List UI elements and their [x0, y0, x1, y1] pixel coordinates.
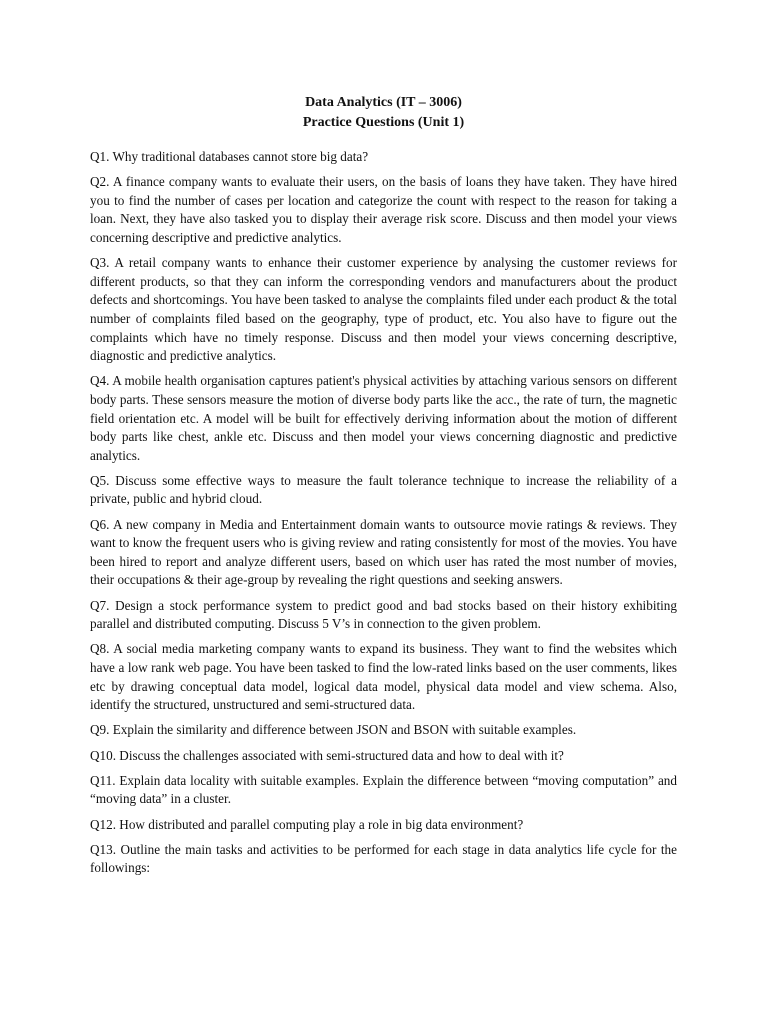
question-list: [90, 148, 677, 878]
question-4: Q4. A mobile health organisation captures patient's physical activities by attaching various sensors on different body parts. These sensors measure the motion of diverse body parts like the acc., the rate of turn, the magnetic field orientation etc. A model will be built for effectively deriving information about the motion of different body parts like chest, ankle etc. Discuss and then model your views concerning diagnostic and predictive analytics.: [90, 373, 677, 463]
question-13: Q13. Outline the main tasks and activities to be performed for each stage in data analytics life cycle for the followings:: [90, 841, 677, 876]
document-title: Data Analytics (IT – 3006): [305, 95, 462, 110]
question-12: Q12. How distributed and parallel computing play a role in big data environment?: [90, 816, 524, 832]
question-2: Q2. A finance company wants to evaluate their users, on the basis of loans they have taken. They have hired you to find the number of cases per location and categorize the count with respect to the reason for taking a loan. Next, they have also tasked you to display their average risk score. Discuss and then model your views concerning descriptive and predictive analytics.: [90, 174, 677, 245]
question-1: Q1. Why traditional databases cannot store big data?: [90, 149, 369, 164]
question-8: Q8. A social media marketing company wants to expand its business. They want to find the websites which have a low rank web page. You have been tasked to find the low-rated links based on the user comments, likes etc by drawing conceptual data model, logical data model, physical data model and view schema. Also, identify the structured, unstructured and semi-structured data.: [90, 641, 677, 713]
question-7: Q7. Design a stock performance system to predict good and bad stocks based on their history exhibiting parallel and distributed computing. Discuss 5 V’s in connection to the given problem.: [90, 597, 677, 632]
question-3: Q3. A retail company wants to enhance their customer experience by analysing the customer reviews for different products, so that they can inform the corresponding vendors and manufacturers about the product defects and shortcomings. You have been tasked to analyse the complaints filed under each product & the total number of complaints filed based on the geography, type of product, etc. You also have to figure out the complaints which have no timely response. Discuss and then model your views concerning descriptive, diagnostic and predictive analytics.: [90, 255, 677, 364]
document-subtitle: Practice Questions (Unit 1): [302, 115, 465, 130]
title-block: [90, 93, 677, 133]
question-11: Q11. Explain data locality with suitable examples. Explain the difference between “moving computation” and “moving data” in a cluster.: [90, 772, 677, 807]
question-9: Q9. Explain the similarity and difference between JSON and BSON with suitable examples.: [90, 722, 577, 738]
question-5: Q5. Discuss some effective ways to measure the fault tolerance technique to increase the reliability of a private, public and hybrid cloud.: [90, 472, 677, 507]
question-6: Q6. A new company in Media and Entertainment domain wants to outsource movie ratings & reviews. They want to know the frequent users who is giving review and rating consistently for most of the movies. You have been hired to report and analyze different users, based on which user has rated the most number of movies, their occupations & their age-group by revealing the right questions and seeking answers.: [90, 516, 677, 588]
question-10: Q10. Discuss the challenges associated with semi-structured data and how to deal with it?: [90, 747, 564, 763]
document-page: [90, 93, 677, 885]
